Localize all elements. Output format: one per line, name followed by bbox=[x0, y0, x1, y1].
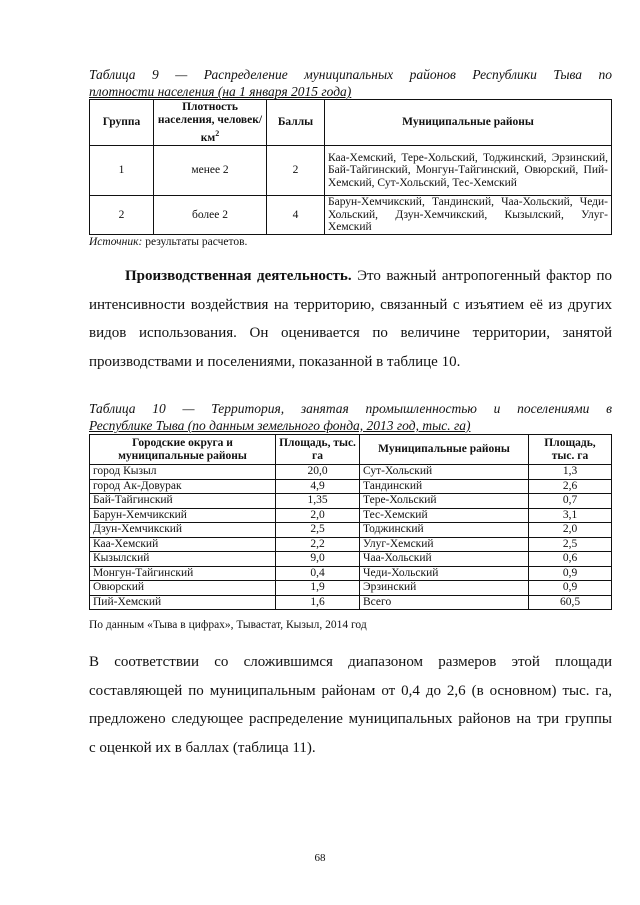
table9-cell-density: более 2 bbox=[154, 196, 267, 235]
table10-cell-district-2: Чеди-Хольский bbox=[360, 566, 529, 581]
table10-cell-district-2: Тоджинский bbox=[360, 523, 529, 538]
table9-cell-group: 2 bbox=[90, 196, 154, 235]
table9-caption-line2: плотности населения (на 1 января 2015 года) bbox=[89, 84, 352, 99]
table10-cell-area: 20,0 bbox=[276, 465, 360, 480]
table10-cell-district: Бай-Тайгинский bbox=[90, 494, 276, 509]
table10-header-area: Площадь, тыс. га bbox=[276, 435, 360, 465]
table-row bbox=[90, 196, 612, 235]
table9-cell-score: 4 bbox=[267, 196, 325, 235]
table10-cell-district: Дзун-Хемчикский bbox=[90, 523, 276, 538]
table-row bbox=[90, 566, 612, 581]
table10-cell-district-2: Тандинский bbox=[360, 479, 529, 494]
table10-cell-area: 2,0 bbox=[276, 508, 360, 523]
table10-cell-area-2: 1,3 bbox=[529, 465, 612, 480]
table10-cell-area: 1,35 bbox=[276, 494, 360, 509]
table10-cell-area: 2,5 bbox=[276, 523, 360, 538]
table10-cell-area-2: 2,5 bbox=[529, 537, 612, 552]
table9-header-group: Группа bbox=[90, 100, 154, 146]
paragraph-production bbox=[89, 262, 612, 376]
table-row bbox=[90, 508, 612, 523]
paragraph1-bold: Производственная деятельность. bbox=[125, 268, 352, 284]
table10-cell-area-2: 3,1 bbox=[529, 508, 612, 523]
paragraph-distribution bbox=[89, 648, 612, 762]
table-row bbox=[90, 146, 612, 196]
table10-cell-district: город Ак-Довурак bbox=[90, 479, 276, 494]
table10-cell-area-2: 0,9 bbox=[529, 581, 612, 596]
table9-cell-districts: Барун-Хемчикский, Тандинский, Чаа-Хольский, Чеди-Хольский, Дзун-Хемчикский, Кызылский, Улуг-Хемский bbox=[325, 196, 612, 235]
table9-header-row bbox=[90, 100, 612, 146]
table10-cell-area-2: 2,0 bbox=[529, 523, 612, 538]
table10 bbox=[89, 434, 612, 610]
table10-cell-district: Каа-Хемский bbox=[90, 537, 276, 552]
table10-cell-district: город Кызыл bbox=[90, 465, 276, 480]
table9-source bbox=[89, 236, 247, 248]
table10-caption bbox=[89, 400, 612, 434]
table10-cell-district: Барун-Хемчикский bbox=[90, 508, 276, 523]
paragraph2-line3: предложено следующее распределение муниципальных районов на три группы bbox=[89, 711, 612, 727]
table9-cell-density: менее 2 bbox=[154, 146, 267, 196]
table9-source-label: Источник: bbox=[89, 236, 143, 248]
table9-caption-line1: Таблица 9 — Распределение муниципальных районов Республики Тыва по bbox=[89, 67, 612, 82]
table10-cell-area: 9,0 bbox=[276, 552, 360, 567]
table10-cell-district: Кызылский bbox=[90, 552, 276, 567]
table10-cell-district-2: Сут-Хольский bbox=[360, 465, 529, 480]
table10-cell-area: 0,4 bbox=[276, 566, 360, 581]
table10-caption-line1: Таблица 10 — Территория, занятая промышленностью и поселениями в bbox=[89, 401, 612, 416]
paragraph2-line4: с оценкой их в баллах (таблица 11). bbox=[89, 739, 316, 756]
table10-cell-district-2: Всего bbox=[360, 595, 529, 610]
table10-cell-area: 2,2 bbox=[276, 537, 360, 552]
table-row bbox=[90, 479, 612, 494]
table-row bbox=[90, 595, 612, 610]
table10-cell-district: Пий-Хемский bbox=[90, 595, 276, 610]
paragraph1-line4: производствами и поселениями, показанной в таблице 10. bbox=[89, 353, 461, 370]
table9 bbox=[89, 99, 612, 235]
table-row bbox=[90, 552, 612, 567]
table10-cell-area-2: 0,7 bbox=[529, 494, 612, 509]
table10-cell-district-2: Тере-Хольский bbox=[360, 494, 529, 509]
table9-cell-districts: Каа-Хемский, Тере-Хольский, Тоджинский, Эрзинский, Бай-Тайгинский, Монгун-Тайгинский, Овюрский, Пий-Хемский, Сут-Хольский, Тес-Хемский bbox=[325, 146, 612, 196]
table10-header-district-2: Муниципальные районы bbox=[360, 435, 529, 465]
paragraph2-line1: В соответствии со сложившимся диапазоном размеров этой площади bbox=[89, 654, 612, 670]
table10-header-row bbox=[90, 435, 612, 465]
table-row bbox=[90, 465, 612, 480]
table10-cell-area: 1,6 bbox=[276, 595, 360, 610]
table10-caption-line2: Республике Тыва (по данным земельного фонда, 2013 год, тыс. га) bbox=[89, 418, 471, 433]
table9-cell-group: 1 bbox=[90, 146, 154, 196]
table10-cell-district-2: Эрзинский bbox=[360, 581, 529, 596]
table10-cell-district-2: Улуг-Хемский bbox=[360, 537, 529, 552]
table-row bbox=[90, 581, 612, 596]
paragraph1-line1: Производственная деятельность. Это важный антропогенный фактор по bbox=[125, 268, 612, 284]
table10-cell-area: 4,9 bbox=[276, 479, 360, 494]
paragraph1-line2: интенсивности воздействия на территорию, связанный с изъятием её из других bbox=[89, 296, 612, 313]
table10-cell-area-2: 60,5 bbox=[529, 595, 612, 610]
paragraph2-line2: составляющей по муниципальным районам от 0,4 до 2,6 (в основном) тыс. га, bbox=[89, 682, 612, 699]
table9-caption bbox=[89, 66, 612, 100]
table9-header-sup: 2 bbox=[215, 128, 220, 138]
table10-cell-district-2: Тес-Хемский bbox=[360, 508, 529, 523]
table10-cell-district: Монгун-Тайгинский bbox=[90, 566, 276, 581]
table9-header-districts: Муниципальные районы bbox=[325, 100, 612, 146]
table10-cell-area: 1,9 bbox=[276, 581, 360, 596]
table10-cell-district: Овюрский bbox=[90, 581, 276, 596]
table10-cell-area-2: 0,9 bbox=[529, 566, 612, 581]
table9-header-score: Баллы bbox=[267, 100, 325, 146]
table9-source-text: результаты расчетов. bbox=[142, 236, 248, 248]
table-row bbox=[90, 537, 612, 552]
table9-header-density: Плотность населения, человек/$км^2$ bbox=[154, 100, 267, 146]
paragraph1-line3: видов использования. Он оценивается по величине территории, занятой bbox=[89, 325, 612, 341]
table9-cell-score: 2 bbox=[267, 146, 325, 196]
table10-source: По данным «Тыва в цифрах», Тывастат, Кызыл, 2014 год bbox=[89, 619, 367, 631]
page-number: 68 bbox=[314, 852, 326, 864]
table10-cell-area-2: 0,6 bbox=[529, 552, 612, 567]
table10-cell-district-2: Чаа-Хольский bbox=[360, 552, 529, 567]
table-row bbox=[90, 523, 612, 538]
table10-header-area-2: Площадь, тыс. га bbox=[529, 435, 612, 465]
table10-header-district: Городские округа и муниципальные районы bbox=[90, 435, 276, 465]
table-row bbox=[90, 494, 612, 509]
table10-cell-area-2: 2,6 bbox=[529, 479, 612, 494]
